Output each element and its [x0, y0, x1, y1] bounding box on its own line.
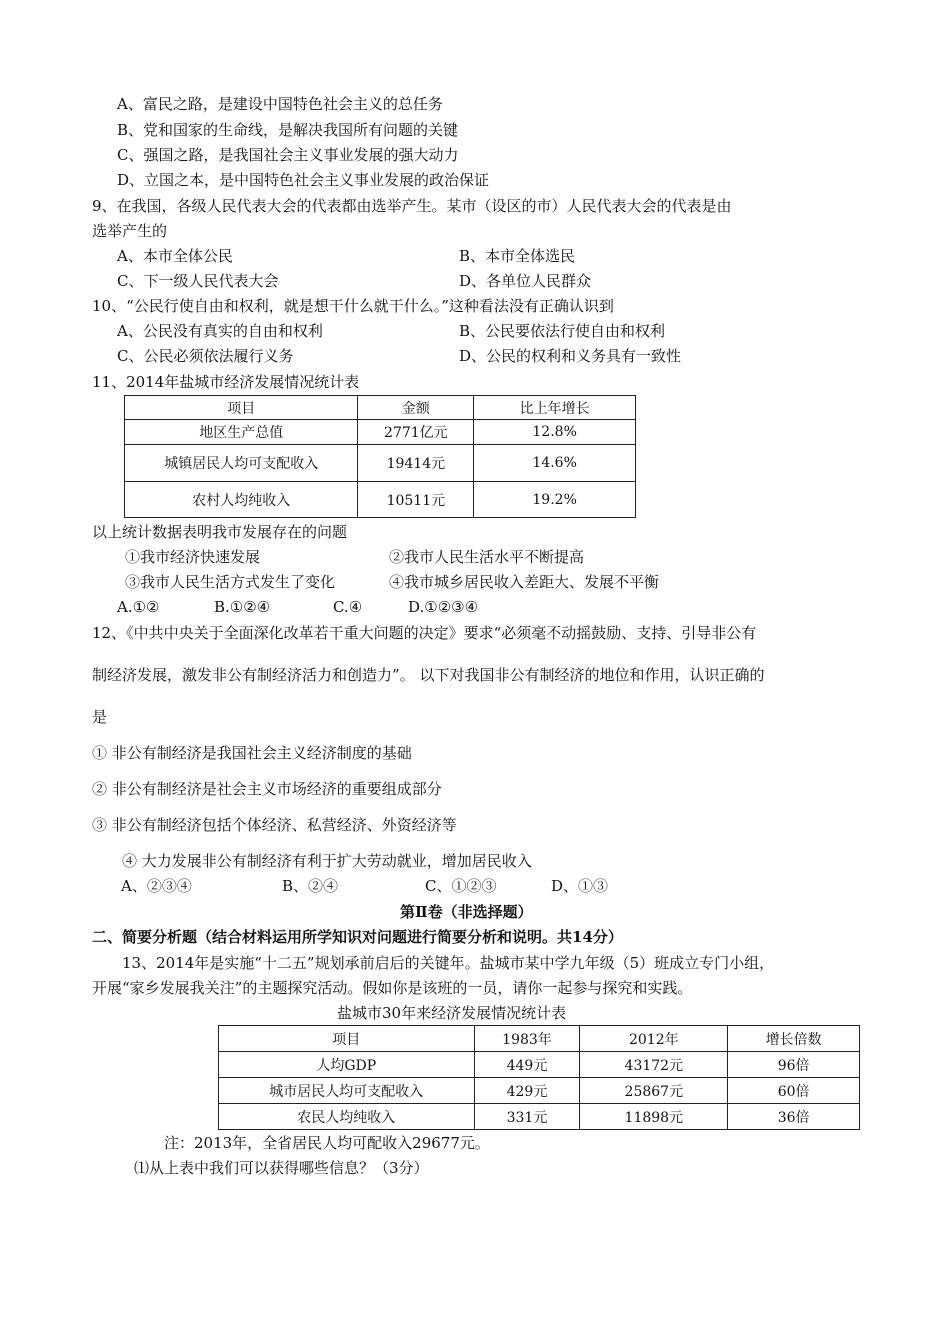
table-cell: 农村人均纯收入 [125, 482, 358, 518]
q8-option-a: A、富民之路，是建设中国特色社会主义的总任务 [117, 95, 443, 113]
q12-item-3: ③ 非公有制经济包括个体经济、私营经济、外资经济等 [92, 816, 457, 834]
table-header-cell: 1983年 [474, 1026, 580, 1052]
q9-stem-line2: 选举产生的 [92, 222, 168, 240]
table-cell: 城市居民人均可支配收入 [219, 1078, 475, 1104]
table-header-cell: 金额 [358, 396, 474, 420]
q12-item-1: ① 非公有制经济是我国社会主义经济制度的基础 [92, 744, 412, 762]
q8-option-b: B、党和国家的生命线，是解决我国所有问题的关键 [117, 121, 459, 139]
table-header-cell: 项目 [125, 396, 358, 420]
table-row [125, 420, 636, 445]
table-cell: 19414元 [358, 445, 474, 482]
q11-option-c: C.④ [333, 598, 363, 616]
q13-sub-question-1: ⑴从上表中我们可以获得哪些信息？（3分） [134, 1159, 429, 1177]
table-cell: 14.6% [474, 445, 636, 482]
q12-option-c: C、①②③ [425, 877, 497, 895]
part2-title: 第Ⅱ卷（非选择题） [400, 903, 533, 921]
q12-stem-line2: 制经济发展，激发非公有制经济活力和创造力”。 以下对我国非公有制经济的地位和作用，认识正确的 [92, 666, 765, 684]
table-cell: 人均GDP [219, 1052, 475, 1078]
q11-item-1: ①我市经济快速发展 [125, 548, 261, 566]
q9-option-b: B、本市全体选民 [459, 247, 576, 265]
q11-option-b: B.①②④ [214, 598, 271, 616]
table-cell: 96倍 [728, 1052, 860, 1078]
table-cell: 11898元 [580, 1104, 728, 1130]
table-cell: 地区生产总值 [125, 420, 358, 445]
q11-stem: 11、2014年盐城市经济发展情况统计表 [92, 373, 360, 391]
table-header-cell: 增长倍数 [728, 1026, 860, 1052]
q11-item-3: ③我市人民生活方式发生了变化 [125, 573, 336, 591]
table-cell: 60倍 [728, 1078, 860, 1104]
q12-stem-line1: 12、《中共中央关于全面深化改革若干重大问题的决定》要求“必须毫不动摇鼓励、支持、引导非公有 [92, 624, 757, 642]
q10-option-a: A、公民没有真实的自由和权利 [117, 322, 323, 340]
q11-item-2: ②我市人民生活水平不断提高 [389, 548, 585, 566]
q13-table-title: 盐城市30年来经济发展情况统计表 [337, 1004, 567, 1022]
table-cell: 36倍 [728, 1104, 860, 1130]
table-header-row [125, 396, 636, 420]
q11-stats-table [124, 395, 636, 518]
q13-intro-line1: 13、2014年是实施“十二五”规划承前启后的关键年。盐城市某中学九年级（5）班成立专门小组， [122, 954, 775, 972]
table-header-cell: 项目 [219, 1026, 475, 1052]
table-row [219, 1052, 860, 1078]
q13-intro-line2: 开展“家乡发展我关注”的主题探究活动。假如你是该班的一员，请你一起参与探究和实践。 [92, 979, 693, 997]
q12-option-b: B、②④ [282, 877, 339, 895]
q12-item-2: ② 非公有制经济是社会主义市场经济的重要组成部分 [92, 780, 442, 798]
table-header-cell: 比上年增长 [474, 396, 636, 420]
q11-option-d: D.①②③④ [408, 598, 479, 616]
table-row [219, 1078, 860, 1104]
table-cell: 12.8% [474, 420, 636, 445]
table-cell: 449元 [474, 1052, 580, 1078]
table-cell: 2771亿元 [358, 420, 474, 445]
table-row [219, 1104, 860, 1130]
table-cell: 10511元 [358, 482, 474, 518]
table-header-row [219, 1026, 860, 1052]
table-cell: 农民人均纯收入 [219, 1104, 475, 1130]
q9-option-c: C、下一级人民代表大会 [117, 272, 279, 290]
table-row [125, 482, 636, 518]
q9-option-d: D、各单位人民群众 [459, 272, 592, 290]
q13-stats-table [218, 1025, 860, 1130]
section2-heading: 二、简要分析题（结合材料运用所学知识对问题进行简要分析和说明。共14分） [92, 928, 623, 946]
q13-note: 注：2013年，全省居民人均可配收入29677元。 [164, 1134, 490, 1152]
table-cell: 25867元 [580, 1078, 728, 1104]
q12-option-d: D、①③ [551, 877, 609, 895]
table-row [125, 445, 636, 482]
q9-option-a: A、本市全体公民 [117, 247, 233, 265]
q12-stem-line3: 是 [92, 708, 108, 726]
q10-option-b: B、公民要依法行使自由和权利 [459, 322, 666, 340]
q10-stem: 10、“公民行使自由和权利，就是想干什么就干什么。”这种看法没有正确认识到 [92, 297, 614, 315]
q10-option-d: D、公民的权利和义务具有一致性 [459, 347, 682, 365]
table-cell: 19.2% [474, 482, 636, 518]
q8-option-d: D、立国之本，是中国特色社会主义事业发展的政治保证 [117, 171, 490, 189]
q11-option-a: A.①② [117, 598, 160, 616]
q11-item-4: ④我市城乡居民收入差距大、发展不平衡 [389, 573, 660, 591]
table-cell: 429元 [474, 1078, 580, 1104]
q12-option-a: A、②③④ [121, 877, 192, 895]
table-header-cell: 2012年 [580, 1026, 728, 1052]
table-cell: 331元 [474, 1104, 580, 1130]
q8-option-c: C、强国之路，是我国社会主义事业发展的强大动力 [117, 146, 459, 164]
table-cell: 城镇居民人均可支配收入 [125, 445, 358, 482]
q10-option-c: C、公民必须依法履行义务 [117, 347, 294, 365]
q9-stem-line1: 9、在我国，各级人民代表大会的代表都由选举产生。某市（设区的市）人民代表大会的代表是由 [92, 197, 732, 215]
table-cell: 43172元 [580, 1052, 728, 1078]
q11-after-text: 以上统计数据表明我市发展存在的问题 [92, 523, 348, 541]
q12-item-4: ④ 大力发展非公有制经济有利于扩大劳动就业，增加居民收入 [122, 852, 532, 870]
